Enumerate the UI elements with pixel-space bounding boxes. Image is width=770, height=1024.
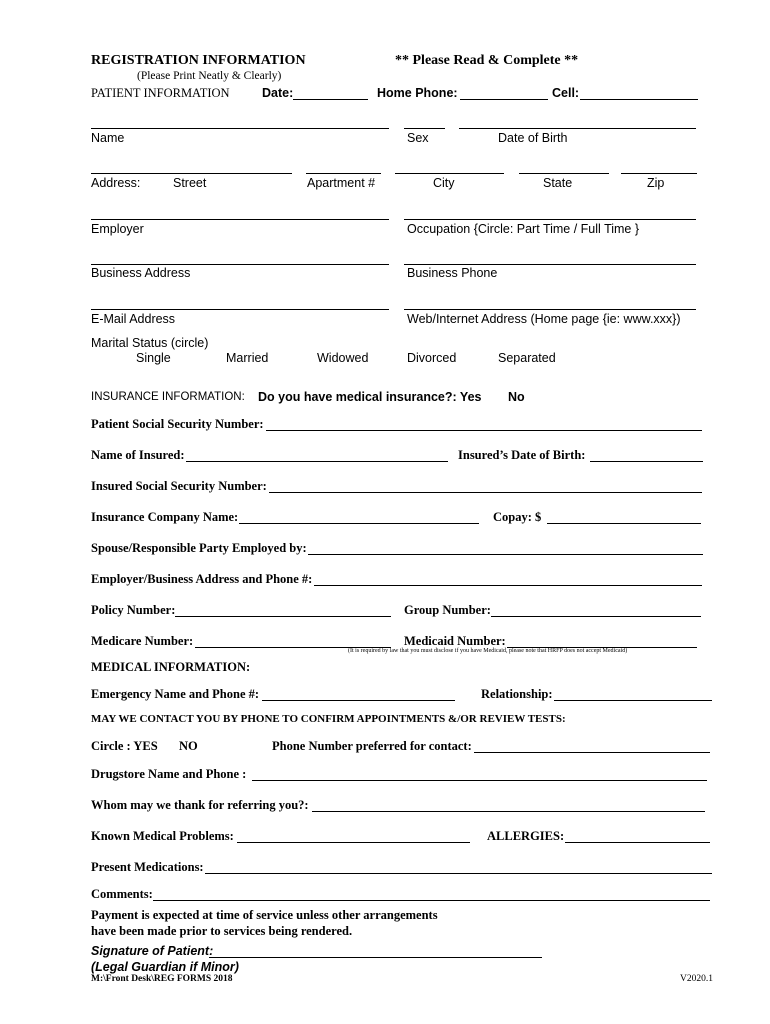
comments-label: Comments:: [91, 887, 153, 901]
date-label: Date:: [262, 86, 294, 100]
zip-line: [621, 173, 697, 174]
email-label: E-Mail Address: [91, 312, 176, 326]
group-number-field[interactable]: [492, 603, 700, 615]
contact-yes-option[interactable]: Circle : YES: [91, 739, 158, 753]
referral-field[interactable]: [313, 798, 704, 810]
apartment-label: Apartment #: [307, 176, 376, 190]
allergies-field[interactable]: [566, 829, 709, 841]
drugstore-line: [252, 780, 707, 781]
marital-option-widowed[interactable]: Widowed: [317, 351, 369, 365]
occupation-line: [404, 219, 696, 220]
signature-field[interactable]: [210, 944, 541, 956]
street-field[interactable]: [92, 160, 291, 172]
spouse-employer-line: [308, 554, 703, 555]
medical-info-heading: MEDICAL INFORMATION:: [91, 660, 251, 674]
read-complete-note: ** Please Read & Complete **: [395, 53, 579, 68]
marital-option-separated[interactable]: Separated: [498, 351, 556, 365]
sex-line: [404, 128, 445, 129]
marital-option-single[interactable]: Single: [136, 351, 171, 365]
employer-field[interactable]: [92, 206, 388, 218]
web-line: [404, 309, 696, 310]
medicaid-disclosure-note: (It is required by law that you must disclose if you have Medicaid, please note that HRFP does not accept Medicaid): [348, 648, 628, 654]
medicaid-number-label: Medicaid Number:: [404, 634, 506, 648]
insurance-question[interactable]: Do you have medical insurance?: Yes: [258, 390, 482, 404]
name-line: [91, 128, 389, 129]
dob-label: Date of Birth: [498, 131, 568, 145]
form-version: V2020.1: [680, 974, 713, 984]
employer-address-phone-label: Employer/Business Address and Phone #:: [91, 572, 313, 586]
signature-line: [209, 957, 542, 958]
employer-address-phone-line: [314, 585, 702, 586]
date-field[interactable]: [294, 86, 368, 98]
insured-ssn-field[interactable]: [270, 479, 701, 491]
dob-line: [459, 128, 696, 129]
business-address-line: [91, 264, 389, 265]
known-problems-field[interactable]: [238, 829, 469, 841]
emergency-contact-field[interactable]: [263, 687, 454, 699]
business-phone-field[interactable]: [405, 251, 695, 263]
insured-dob-line: [590, 461, 703, 462]
group-number-label: Group Number:: [404, 603, 491, 617]
state-field[interactable]: [520, 160, 609, 172]
dob-field[interactable]: [460, 115, 696, 127]
referral-label: Whom may we thank for referring you?:: [91, 798, 309, 812]
insured-ssn-line: [269, 492, 702, 493]
zip-label: Zip: [647, 176, 665, 190]
insured-dob-field[interactable]: [591, 448, 702, 460]
relationship-field[interactable]: [555, 687, 711, 699]
phone-contact-question: MAY WE CONTACT YOU BY PHONE TO CONFIRM APPOINTMENTS &/OR REVIEW TESTS:: [91, 713, 566, 725]
medicaid-number-field[interactable]: [508, 634, 696, 646]
name-insured-field[interactable]: [187, 448, 447, 460]
payment-notice-line2: have been made prior to services being rendered.: [91, 924, 353, 938]
employer-label: Employer: [91, 222, 144, 236]
city-label: City: [433, 176, 455, 190]
zip-field[interactable]: [622, 160, 697, 172]
group-number-line: [491, 616, 701, 617]
date-line: [293, 99, 368, 100]
emergency-contact-line: [262, 700, 455, 701]
street-label: Street: [173, 176, 207, 190]
drugstore-label: Drugstore Name and Phone :: [91, 767, 247, 781]
policy-number-field[interactable]: [176, 603, 390, 615]
name-label: Name: [91, 131, 125, 145]
patient-ssn-line: [266, 430, 702, 431]
apartment-line: [306, 173, 381, 174]
apartment-field[interactable]: [307, 160, 381, 172]
copay-line: [547, 523, 701, 524]
known-problems-line: [237, 842, 470, 843]
state-line: [519, 173, 609, 174]
comments-field[interactable]: [154, 887, 709, 899]
insured-ssn-label: Insured Social Security Number:: [91, 479, 267, 493]
marital-option-married[interactable]: Married: [226, 351, 269, 365]
street-line: [91, 173, 292, 174]
medications-field[interactable]: [206, 860, 711, 872]
medicare-number-label: Medicare Number:: [91, 634, 194, 648]
copay-field[interactable]: [548, 510, 700, 522]
employer-address-phone-field[interactable]: [315, 572, 701, 584]
state-label: State: [543, 176, 573, 190]
city-field[interactable]: [396, 160, 504, 172]
policy-number-label: Policy Number:: [91, 603, 176, 617]
name-field[interactable]: [92, 115, 388, 127]
preferred-phone-field[interactable]: [475, 739, 709, 751]
copay-label: Copay: $: [493, 510, 542, 524]
medications-line: [205, 873, 712, 874]
referral-line: [312, 811, 705, 812]
allergies-label: ALLERGIES:: [487, 829, 565, 843]
medications-label: Present Medications:: [91, 860, 204, 874]
insured-dob-label: Insured’s Date of Birth:: [458, 448, 586, 462]
comments-line: [153, 900, 710, 901]
insurance-company-label: Insurance Company Name:: [91, 510, 239, 524]
employer-line: [91, 219, 389, 220]
payment-notice-line1: Payment is expected at time of service unless other arrangements: [91, 908, 438, 922]
insurance-no-option[interactable]: No: [508, 390, 525, 404]
policy-number-line: [175, 616, 391, 617]
medicare-number-field[interactable]: [196, 634, 390, 646]
patient-info-heading: PATIENT INFORMATION: [91, 86, 230, 100]
spouse-employer-field[interactable]: [309, 541, 702, 553]
name-insured-label: Name of Insured:: [91, 448, 185, 462]
emergency-contact-label: Emergency Name and Phone #:: [91, 687, 260, 701]
business-phone-label: Business Phone: [407, 266, 498, 280]
cell-field[interactable]: [581, 86, 698, 98]
insurance-company-line: [239, 523, 479, 524]
business-phone-line: [404, 264, 696, 265]
home-phone-field[interactable]: [461, 86, 548, 98]
patient-ssn-field[interactable]: [267, 417, 701, 429]
insurance-heading: INSURANCE INFORMATION:: [91, 391, 245, 403]
known-problems-label: Known Medical Problems:: [91, 829, 234, 843]
print-neatly-note: (Please Print Neatly & Clearly): [137, 70, 282, 82]
allergies-line: [565, 842, 710, 843]
sex-label: Sex: [407, 131, 429, 145]
patient-ssn-label: Patient Social Security Number:: [91, 417, 264, 431]
email-line: [91, 309, 389, 310]
email-field[interactable]: [92, 296, 388, 308]
address-label: Address:: [91, 176, 141, 190]
home-phone-line: [460, 99, 548, 100]
marital-status-label: Marital Status (circle): [91, 336, 209, 350]
web-field[interactable]: [405, 296, 695, 308]
city-line: [395, 173, 504, 174]
preferred-phone-label: Phone Number preferred for contact:: [272, 739, 472, 753]
business-address-label: Business Address: [91, 266, 191, 280]
web-label: Web/Internet Address (Home page {ie: www.xxx}): [407, 312, 681, 326]
occupation-label: Occupation {Circle: Part Time / Full Time }: [407, 222, 640, 236]
relationship-label: Relationship:: [481, 687, 553, 701]
drugstore-field[interactable]: [253, 767, 706, 779]
business-address-field[interactable]: [92, 251, 388, 263]
home-phone-label: Home Phone:: [377, 86, 458, 100]
form-title: REGISTRATION INFORMATION: [91, 53, 306, 68]
legal-guardian-note: (Legal Guardian if Minor): [91, 960, 239, 974]
occupation-field[interactable]: [405, 206, 695, 218]
name-insured-line: [186, 461, 448, 462]
cell-line: [580, 99, 698, 100]
preferred-phone-line: [474, 752, 710, 753]
relationship-line: [554, 700, 712, 701]
spouse-employer-label: Spouse/Responsible Party Employed by:: [91, 541, 307, 555]
contact-no-option[interactable]: NO: [179, 739, 198, 753]
insurance-company-field[interactable]: [240, 510, 478, 522]
file-path: M:\Front Desk\REG FORMS 2018: [91, 974, 233, 984]
cell-label: Cell:: [552, 86, 580, 100]
sex-field[interactable]: [405, 115, 445, 127]
signature-label: Signature of Patient:: [91, 944, 214, 958]
marital-option-divorced[interactable]: Divorced: [407, 351, 457, 365]
